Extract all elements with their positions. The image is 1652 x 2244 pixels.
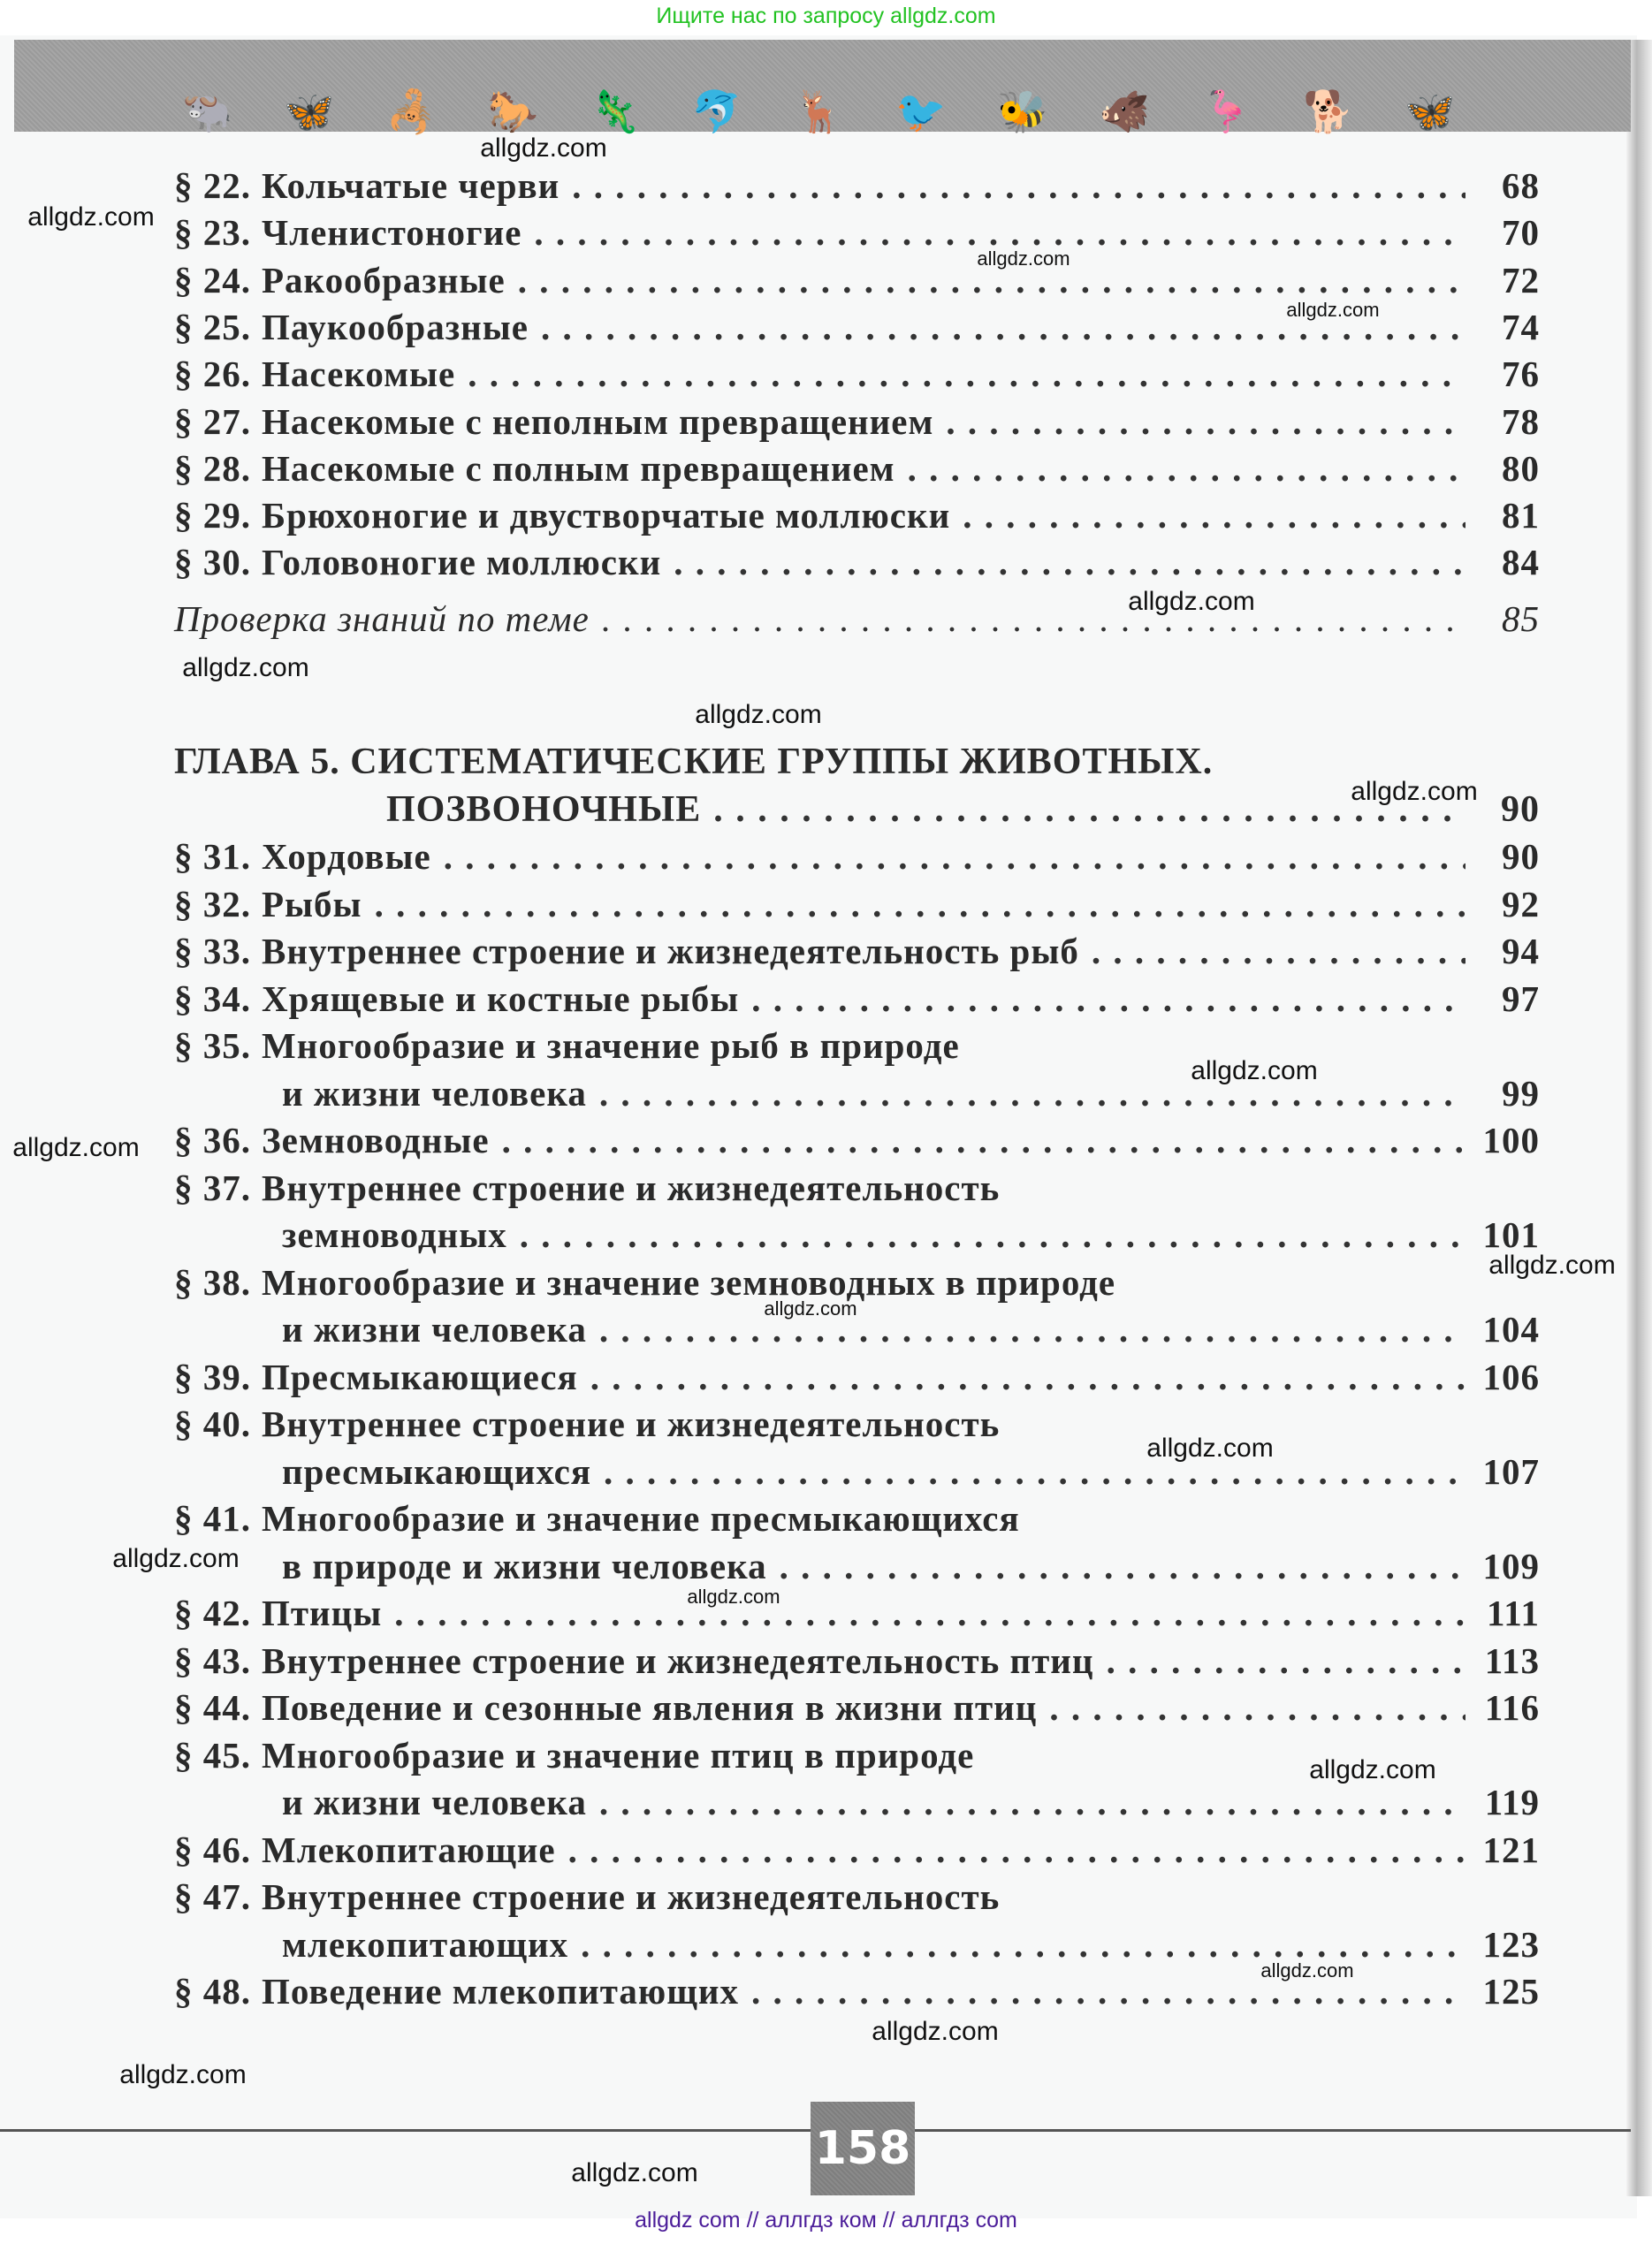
section-number: § 32. [174, 883, 251, 924]
dot-leader [908, 447, 1465, 490]
toc-entry[interactable] [174, 1637, 1540, 1685]
section-title: Головоногие моллюски [262, 542, 662, 583]
section-title: и жизни человека [282, 1072, 587, 1114]
watermark-text: allgdz.com [1191, 1056, 1318, 1085]
section-number: § 40. [174, 1403, 251, 1444]
page-edge-shadow [1626, 40, 1652, 2196]
section-number: § 23. [174, 212, 251, 254]
site-links[interactable]: allgdz com // аллгдз ком // аллгдз com [635, 2208, 1017, 2233]
dot-leader [1107, 1639, 1465, 1682]
section-title: Паукообразные [262, 306, 529, 347]
watermark-text: allgdz.com [1286, 299, 1380, 321]
deer-icon: 🦌 [793, 89, 844, 134]
toc-entry[interactable] [174, 975, 1540, 1023]
dot-leader [394, 1592, 1465, 1634]
dot-leader [946, 400, 1465, 443]
watermark-text: allgdz.com [1488, 1251, 1616, 1280]
dot-leader [674, 541, 1465, 583]
section-title: Хрящевые и костные рыбы [262, 977, 740, 1019]
horse-icon: 🐎 [487, 89, 539, 134]
dot-leader [375, 883, 1465, 925]
dot-leader [599, 1781, 1465, 1823]
section-number: § 35. [174, 1025, 251, 1066]
dot-leader [1092, 930, 1465, 972]
toc-entry[interactable] [174, 1164, 1540, 1212]
section-title: Членистоногие [262, 212, 522, 254]
toc-entry[interactable] [174, 1495, 1540, 1542]
page-ref: 90 [1502, 836, 1540, 877]
section-title: Многообразие и значение земноводных в природе [262, 1261, 1116, 1303]
toc-entry[interactable] [174, 1022, 1540, 1069]
section-title: Многообразие и значение пресмыкающихся [262, 1498, 1020, 1539]
page-ref: 74 [1502, 306, 1540, 347]
section-title: Пресмыкающиеся [262, 1356, 578, 1397]
section-title: Многообразие и значение рыб в природе [262, 1025, 960, 1066]
chapter-title-line: ГЛАВА 5. СИСТЕМАТИЧЕСКИЕ ГРУППЫ ЖИВОТНЫХ. [174, 742, 1214, 782]
toc-entry[interactable] [174, 833, 1540, 880]
dot-leader [568, 1829, 1465, 1871]
section-title: Поведение млекопитающих [262, 1971, 739, 2012]
dot-leader [599, 1308, 1465, 1350]
dot-leader [502, 1119, 1465, 1161]
section-title: Внутреннее строение и жизнедеятельность рыб [262, 931, 1079, 971]
section-title: пресмыкающихся [282, 1450, 592, 1492]
section-number: § 22. [174, 165, 251, 206]
section-title: Брюхоногие и двустворчатые моллюски [262, 495, 951, 536]
animal-icons [182, 88, 1456, 136]
section-number: § 43. [174, 1639, 251, 1681]
section-number: § 33. [174, 931, 251, 971]
animal-silhouette-banner [14, 40, 1631, 132]
watermark-text: allgdz.com [119, 2060, 247, 2089]
page-ref: 70 [1502, 212, 1540, 254]
watermark-text: allgdz.com [687, 1586, 780, 1608]
dot-leader [590, 1356, 1465, 1398]
ostrich-icon: 🦩 [1200, 89, 1252, 134]
page-ref: 80 [1502, 447, 1540, 489]
section-number: § 47. [174, 1876, 251, 1917]
toc-entry[interactable] [174, 445, 1540, 492]
toc-entry[interactable] [174, 1400, 1540, 1448]
page-ref: 97 [1502, 977, 1540, 1019]
insect-icon: 🐝 [997, 89, 1048, 134]
section-title: Птицы [262, 1593, 383, 1633]
toc-entry[interactable] [174, 1116, 1540, 1164]
page-ref: 84 [1502, 542, 1540, 583]
toc-entry[interactable] [174, 162, 1540, 209]
section-number: § 46. [174, 1829, 251, 1870]
section-number: § 45. [174, 1734, 251, 1776]
section-number: § 29. [174, 495, 251, 536]
section-title: и жизни человека [282, 1309, 587, 1350]
watermark-text: allgdz.com [1146, 1434, 1274, 1463]
bird-icon: 🐦 [895, 89, 947, 134]
page-ref: 72 [1502, 259, 1540, 300]
watermark-text: allgdz.com [12, 1133, 140, 1162]
watermark-text: allgdz.com [1351, 777, 1478, 806]
section-title: Внутреннее строение и жизнедеятельность [262, 1167, 1001, 1208]
dot-leader [780, 1545, 1465, 1587]
page-ref: 113 [1484, 1639, 1540, 1681]
section-number: § 28. [174, 447, 251, 489]
section-number: § 31. [174, 836, 251, 877]
toc-entry[interactable] [174, 209, 1540, 256]
page-ref: 81 [1502, 495, 1540, 536]
toc-entry[interactable] [174, 880, 1540, 928]
chapter-title-line: ПОЗВОНОЧНЫЕ [386, 789, 702, 830]
toc-entry[interactable] [282, 1069, 1540, 1117]
page-ref: 78 [1502, 400, 1540, 442]
scorpion-icon: 🦂 [385, 89, 437, 134]
section-number: § 36. [174, 1120, 251, 1160]
page-ref: 119 [1484, 1782, 1540, 1822]
toc-entry[interactable] [174, 350, 1540, 398]
section-title: Поведение и сезонные явления в жизни птиц [262, 1687, 1038, 1728]
toc-entry[interactable] [174, 1826, 1540, 1874]
page-ref: 99 [1502, 1072, 1540, 1114]
section-title: Млекопитающие [262, 1829, 556, 1870]
section-title: Насекомые с неполным превращением [262, 400, 934, 442]
dot-leader [1049, 1686, 1465, 1729]
search-hint-link[interactable]: Ищите нас по запросу allgdz.com [656, 4, 996, 28]
page-ref: 107 [1482, 1450, 1540, 1492]
page-ref: 76 [1502, 354, 1540, 395]
page-ref: 125 [1482, 1971, 1540, 2012]
section-title: и жизни человека [282, 1782, 587, 1822]
section-title: в природе и жизни человека [282, 1545, 767, 1586]
page-ref: 106 [1482, 1356, 1540, 1397]
toc-entry[interactable] [282, 1542, 1540, 1590]
section-title: Земноводные [262, 1120, 490, 1160]
toc-entry[interactable] [174, 1589, 1540, 1637]
dot-leader [751, 1970, 1465, 2012]
page-ref: 92 [1502, 883, 1540, 924]
toc-entry[interactable] [282, 1305, 1540, 1353]
section-title: Ракообразные [262, 259, 506, 300]
page-ref: 123 [1482, 1923, 1540, 1965]
page-ref: 90 [1501, 789, 1540, 830]
page-ref: 121 [1482, 1829, 1540, 1870]
butterfly-icon: 🦋 [1405, 89, 1456, 134]
dot-leader [963, 494, 1465, 536]
page-ref: 116 [1484, 1687, 1540, 1728]
section-number: § 44. [174, 1687, 251, 1728]
section-title: млекопитающих [282, 1923, 569, 1965]
page-ref: 104 [1482, 1309, 1540, 1350]
section-number: § 27. [174, 400, 251, 442]
bison-icon: 🐃 [182, 89, 233, 134]
toc-entry[interactable] [282, 1448, 1540, 1495]
page-ref: 85 [1502, 598, 1540, 639]
page-ref: 101 [1482, 1214, 1540, 1255]
section-title: Кольчатые черви [262, 165, 560, 206]
page-ref: 100 [1482, 1120, 1540, 1160]
section-number: § 34. [174, 977, 251, 1019]
watermark-text: allgdz.com [1128, 587, 1255, 616]
section-number: § 38. [174, 1261, 251, 1303]
section-title: Насекомые [262, 354, 456, 395]
page-ref: 111 [1487, 1593, 1540, 1633]
toc-entry[interactable] [174, 1873, 1540, 1921]
lizard-icon: 🦎 [590, 89, 641, 134]
section-number: § 24. [174, 259, 251, 300]
watermark-text: allgdz.com [112, 1544, 240, 1573]
dot-leader [520, 1213, 1465, 1256]
page-ref: 109 [1482, 1545, 1540, 1586]
watermark-text: allgdz.com [27, 202, 155, 232]
dot-leader [599, 1072, 1465, 1114]
watermark-text: allgdz.com [872, 2017, 999, 2046]
section-title: Хордовые [262, 836, 431, 877]
check-title: Проверка знаний по теме [174, 598, 590, 639]
page-number: 158 [811, 2102, 915, 2195]
toc-entry[interactable] [282, 1211, 1540, 1259]
section-number: § 37. [174, 1167, 251, 1208]
section-title: Рыбы [262, 883, 362, 924]
dog-icon: 🐕 [1303, 89, 1354, 134]
chapter-heading[interactable] [174, 738, 1540, 786]
section-title: земноводных [282, 1214, 507, 1255]
dot-leader [751, 977, 1465, 1020]
toc-entry[interactable] [174, 538, 1540, 586]
watermark-text: allgdz.com [182, 653, 309, 682]
section-title: Внутреннее строение и жизнедеятельность птиц [262, 1639, 1094, 1681]
section-number: § 48. [174, 1971, 251, 2012]
dot-leader [604, 1450, 1465, 1493]
boar-icon: 🐗 [1099, 89, 1150, 134]
section-number: § 42. [174, 1593, 251, 1633]
dot-leader [602, 597, 1465, 640]
section-number: § 41. [174, 1498, 251, 1539]
toc-entry[interactable] [174, 1353, 1540, 1401]
page-ref: 68 [1502, 165, 1540, 206]
section-title: Насекомые с полным превращением [262, 447, 895, 489]
dot-leader [468, 353, 1465, 395]
watermark-text: allgdz.com [480, 133, 607, 163]
toc-entry[interactable] [282, 1778, 1540, 1826]
section-number: § 30. [174, 542, 251, 583]
section-number: § 25. [174, 306, 251, 347]
watermark-text: allgdz.com [1260, 1959, 1354, 1982]
page-ref: 94 [1502, 931, 1540, 971]
section-title: Внутреннее строение и жизнедеятельность [262, 1403, 1001, 1444]
dolphin-icon: 🐬 [691, 89, 742, 134]
watermark-text: allgdz.com [571, 2158, 698, 2187]
watermark-text: allgdz.com [764, 1297, 857, 1320]
dot-leader [572, 164, 1465, 207]
watermark-text: allgdz.com [1309, 1755, 1436, 1784]
toc-entry[interactable] [174, 256, 1540, 304]
butterfly-icon: 🦋 [284, 89, 335, 134]
section-number: § 39. [174, 1356, 251, 1397]
dot-leader [444, 835, 1465, 878]
section-title: Внутреннее строение и жизнедеятельность [262, 1876, 1001, 1917]
section-number: § 26. [174, 354, 251, 395]
section-title: Многообразие и значение птиц в природе [262, 1734, 975, 1776]
toc-entry[interactable] [174, 491, 1540, 539]
knowledge-check-entry[interactable] [174, 595, 1540, 643]
toc-entry[interactable] [174, 1684, 1540, 1731]
watermark-text: allgdz.com [977, 247, 1070, 270]
watermark-text: allgdz.com [695, 700, 822, 729]
toc-entry[interactable] [174, 927, 1540, 975]
toc-entry[interactable] [174, 398, 1540, 445]
